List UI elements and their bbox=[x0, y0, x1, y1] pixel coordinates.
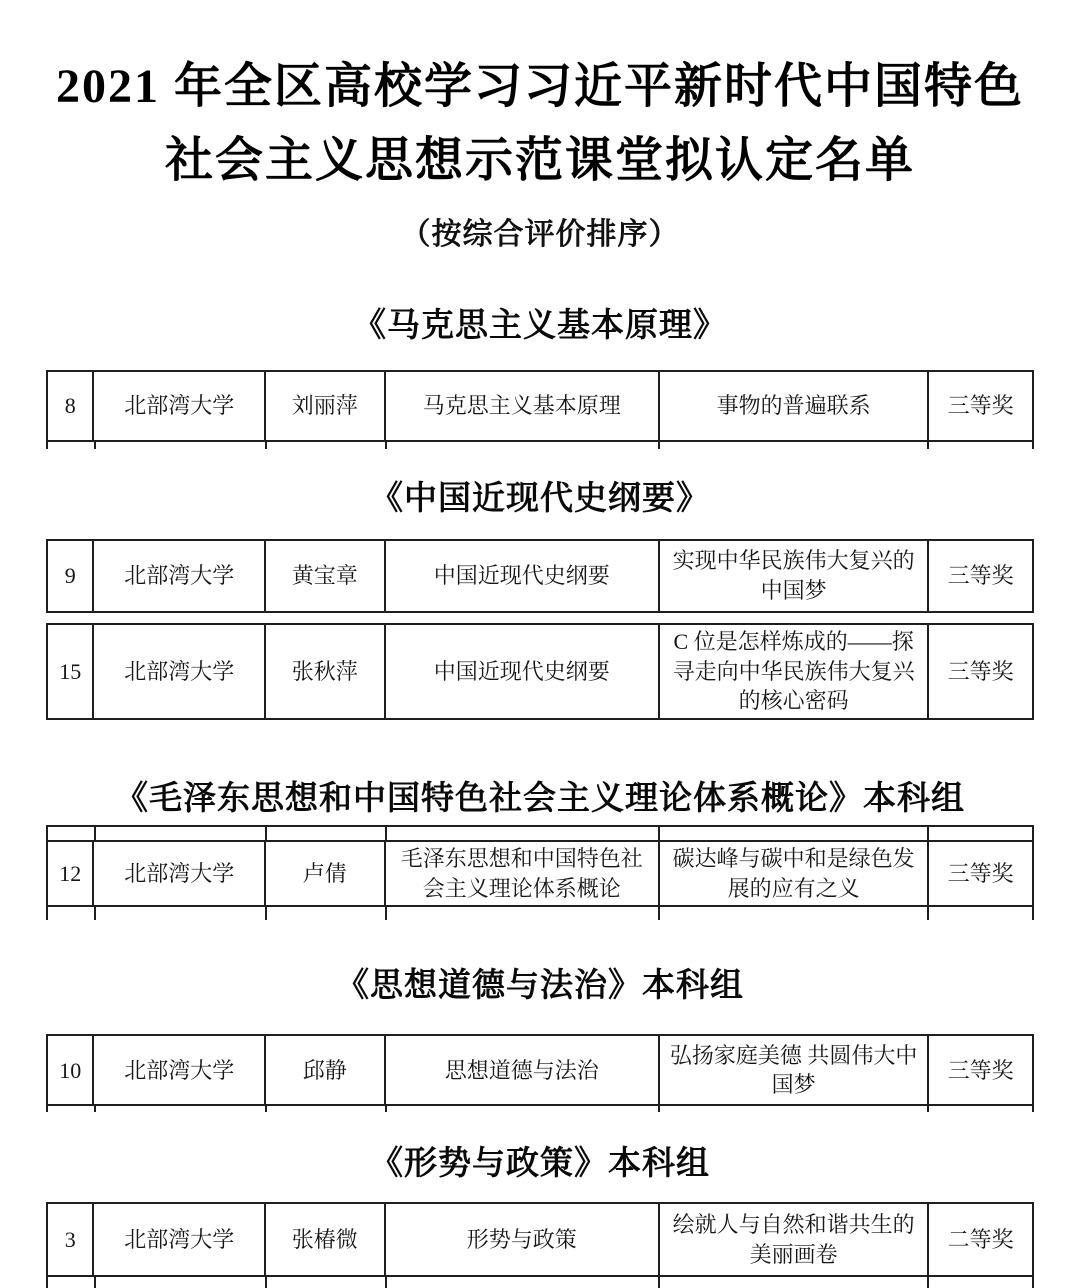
topic-cell: 事物的普遍联系 bbox=[659, 371, 928, 441]
table-column-line bbox=[265, 827, 267, 840]
section-heading: 《毛泽东思想和中国特色社会主义理论体系概论》本科组 bbox=[115, 779, 965, 817]
document-title bbox=[0, 50, 1080, 198]
table-row bbox=[47, 540, 1033, 612]
school-cell: 北部湾大学 bbox=[93, 1203, 265, 1276]
table-column-line bbox=[385, 1106, 387, 1112]
table-column-line bbox=[265, 1277, 267, 1288]
cropped-row-sliver bbox=[46, 1106, 1034, 1112]
award-row-table bbox=[46, 840, 1034, 907]
table-column-line bbox=[265, 442, 267, 449]
award-row-table bbox=[46, 539, 1034, 613]
cropped-row-sliver bbox=[46, 1277, 1034, 1288]
title-line-2: 社会主义思想示范课堂拟认定名单 bbox=[164, 134, 915, 187]
table-row bbox=[47, 841, 1033, 906]
table-column-line bbox=[94, 442, 96, 449]
table-column-line bbox=[385, 442, 387, 449]
award-row-table bbox=[46, 1202, 1034, 1277]
course-section bbox=[0, 1140, 1080, 1288]
table-column-line bbox=[385, 827, 387, 840]
table-column-line bbox=[94, 1277, 96, 1288]
topic-cell: 绘就人与自然和谐共生的美丽画卷 bbox=[659, 1203, 928, 1276]
table-column-line bbox=[927, 1277, 929, 1288]
cropped-row-sliver bbox=[46, 907, 1034, 920]
award-cell: 三等奖 bbox=[928, 371, 1033, 441]
table-column-line bbox=[265, 907, 267, 920]
topic-cell: 碳达峰与碳中和是绿色发展的应有之义 bbox=[659, 841, 928, 906]
table-fragment bbox=[46, 825, 1034, 920]
award-cell: 三等奖 bbox=[928, 624, 1033, 719]
row-number-cell: 15 bbox=[47, 624, 93, 719]
table-column-line bbox=[658, 442, 660, 449]
sections-container bbox=[0, 302, 1080, 1288]
table-fragment bbox=[46, 1202, 1034, 1288]
table-column-line bbox=[94, 1106, 96, 1112]
row-number-cell: 9 bbox=[47, 540, 93, 612]
teacher-cell: 邱静 bbox=[265, 1035, 384, 1105]
table-row bbox=[47, 624, 1033, 719]
table-fragment bbox=[46, 539, 1034, 720]
table-column-line bbox=[927, 1106, 929, 1112]
course-section bbox=[0, 775, 1080, 920]
teacher-cell: 张秋萍 bbox=[265, 624, 384, 719]
section-heading: 《马克思主义基本原理》 bbox=[353, 306, 727, 343]
award-row-table bbox=[46, 370, 1034, 442]
course-section bbox=[0, 302, 1080, 449]
topic-cell: C 位是怎样炼成的——探寻走向中华民族伟大复兴的核心密码 bbox=[659, 624, 928, 719]
table-column-line bbox=[927, 907, 929, 920]
topic-cell: 弘扬家庭美德 共圆伟大中国梦 bbox=[659, 1035, 928, 1105]
course-cell: 中国近现代史纲要 bbox=[385, 624, 659, 719]
table-row bbox=[47, 1035, 1033, 1105]
row-number-cell: 3 bbox=[47, 1203, 93, 1276]
school-cell: 北部湾大学 bbox=[93, 371, 265, 441]
school-cell: 北部湾大学 bbox=[93, 1035, 265, 1105]
table-fragment bbox=[46, 1034, 1034, 1112]
school-cell: 北部湾大学 bbox=[93, 540, 265, 612]
teacher-cell: 卢倩 bbox=[265, 841, 384, 906]
award-cell: 三等奖 bbox=[928, 841, 1033, 906]
teacher-cell: 黄宝章 bbox=[265, 540, 384, 612]
section-heading: 《中国近现代史纲要》 bbox=[370, 479, 710, 516]
document-subtitle: （按综合评价排序） bbox=[400, 218, 680, 251]
table-column-line bbox=[658, 1106, 660, 1112]
school-cell: 北部湾大学 bbox=[93, 624, 265, 719]
section-heading: 《形势与政策》本科组 bbox=[370, 1144, 710, 1182]
course-cell: 形势与政策 bbox=[385, 1203, 659, 1276]
table-column-line bbox=[385, 1277, 387, 1288]
course-cell: 马克思主义基本原理 bbox=[385, 371, 659, 441]
cropped-row-sliver bbox=[46, 442, 1034, 449]
table-column-line bbox=[94, 827, 96, 840]
table-column-line bbox=[927, 442, 929, 449]
course-section bbox=[0, 475, 1080, 720]
table-row bbox=[47, 1203, 1033, 1276]
section-heading: 《思想道德与法治》本科组 bbox=[336, 966, 744, 1004]
teacher-cell: 张椿微 bbox=[265, 1203, 384, 1276]
course-cell: 毛泽东思想和中国特色社会主义理论体系概论 bbox=[385, 841, 659, 906]
course-section bbox=[0, 962, 1080, 1112]
row-number-cell: 8 bbox=[47, 371, 93, 441]
table-column-line bbox=[927, 827, 929, 840]
award-cell: 三等奖 bbox=[928, 1035, 1033, 1105]
table-column-line bbox=[385, 907, 387, 920]
award-cell: 三等奖 bbox=[928, 540, 1033, 612]
table-row bbox=[47, 371, 1033, 441]
table-fragment bbox=[46, 370, 1034, 449]
topic-cell: 实现中华民族伟大复兴的中国梦 bbox=[659, 540, 928, 612]
table-column-line bbox=[658, 907, 660, 920]
teacher-cell: 刘丽萍 bbox=[265, 371, 384, 441]
table-column-line bbox=[658, 1277, 660, 1288]
award-cell: 二等奖 bbox=[928, 1203, 1033, 1276]
course-cell: 思想道德与法治 bbox=[385, 1035, 659, 1105]
award-row-table bbox=[46, 1034, 1034, 1106]
row-number-cell: 12 bbox=[47, 841, 93, 906]
award-row-table bbox=[46, 623, 1034, 720]
table-column-line bbox=[658, 827, 660, 840]
course-cell: 中国近现代史纲要 bbox=[385, 540, 659, 612]
school-cell: 北部湾大学 bbox=[93, 841, 265, 906]
table-column-line bbox=[94, 907, 96, 920]
row-number-cell: 10 bbox=[47, 1035, 93, 1105]
title-line-1: 2021 年全区高校学习习近平新时代中国特色 bbox=[55, 60, 1024, 113]
cropped-row-sliver bbox=[46, 825, 1034, 840]
table-column-line bbox=[265, 1106, 267, 1112]
